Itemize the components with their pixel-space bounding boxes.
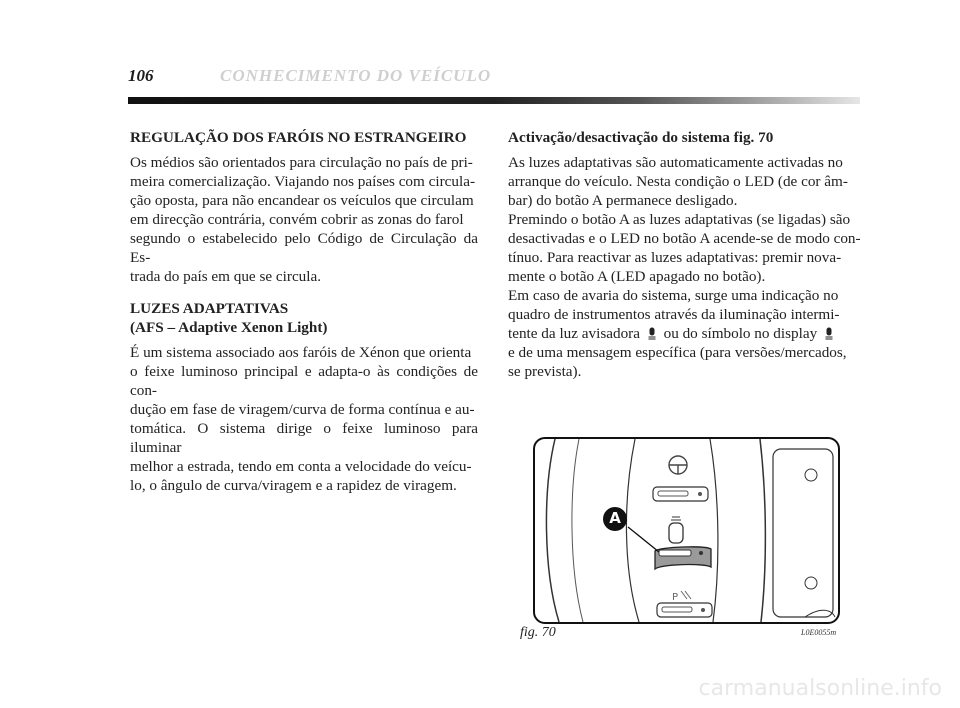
paragraph-activation-3 xyxy=(508,286,862,381)
section-heading-adaptive-lights: LUZES ADAPTATIVAS xyxy=(130,300,289,317)
paragraph-activation-2: Premindo o botão A as luzes adaptativas (se ligadas) são desactivadas e o LED no botão A acende-se de modo con- tínuo. Para reactivar as luzes adaptativas: premir nova- mente o botão A (LED apagado no botão). xyxy=(508,211,861,285)
paragraph-headlight-adjust: Os médios são orientados para circulação no país de pri- meira comercialização. Viajando nos países com circula- ção oposta, para não encandear os veículos que circulam em direcção contrária, convém cobrir as zonas do farol segundo o estabelecido pelo Código de Circulação da Es- trada do país em que se circula. xyxy=(130,154,478,285)
callout-label-a: A xyxy=(609,509,621,527)
page-number: 106 xyxy=(128,66,154,85)
afs-display-icon xyxy=(825,327,833,340)
dashboard-illustration xyxy=(535,439,838,622)
section-heading-headlight-adjust: REGULAÇÃO DOS FARÓIS NO ESTRANGEIRO xyxy=(130,129,467,146)
running-title: CONHECIMENTO DO VEÍCULO xyxy=(220,66,492,85)
watermark: carmanualsonline.info xyxy=(698,676,942,701)
figure-code: L0E0055m xyxy=(801,628,837,637)
right-column xyxy=(508,128,862,381)
text-fragment: ou do símbolo no display xyxy=(663,325,818,342)
text-line: quadro de instrumentos através da iluminação intermi- xyxy=(508,306,840,323)
afs-warning-icon xyxy=(648,327,656,340)
paragraph-adaptive-lights: É um sistema associado aos faróis de Xénon que orienta o feixe luminoso principal e adapta-o às condições de con- dução em fase de viragem/curva de forma contínua e au- tomática. O sistema dirige o feixe luminoso para iluminar melhor a estrada, tendo em conta a velocidade do veícu- lo, o ângulo de curva/viragem e a rapidez de viragem. xyxy=(130,344,478,494)
text-line: se prevista). xyxy=(508,363,582,380)
text-line: Em caso de avaria do sistema, surge uma indicação no xyxy=(508,287,839,304)
header-rule xyxy=(128,97,860,104)
paragraph-activation-1: As luzes adaptativas são automaticamente activadas no arranque do veículo. Nesta condição o LED (de cor âm- bar) do botão A permanece desligado. xyxy=(508,154,848,209)
section-heading-activation: Activação/desactivação do sistema fig. 70 xyxy=(508,129,774,146)
left-column xyxy=(130,128,478,508)
text-line: e de uma mensagem específica (para versões/mercados, xyxy=(508,344,847,361)
figure-caption: fig. 70 xyxy=(520,625,556,640)
svg-text:P: P xyxy=(672,592,679,603)
text-line xyxy=(508,324,862,343)
section-subheading-afs: (AFS – Adaptive Xenon Light) xyxy=(130,319,328,336)
text-fragment: tente da luz avisadora xyxy=(508,325,640,342)
figure-70-dashboard-controls xyxy=(533,437,840,624)
